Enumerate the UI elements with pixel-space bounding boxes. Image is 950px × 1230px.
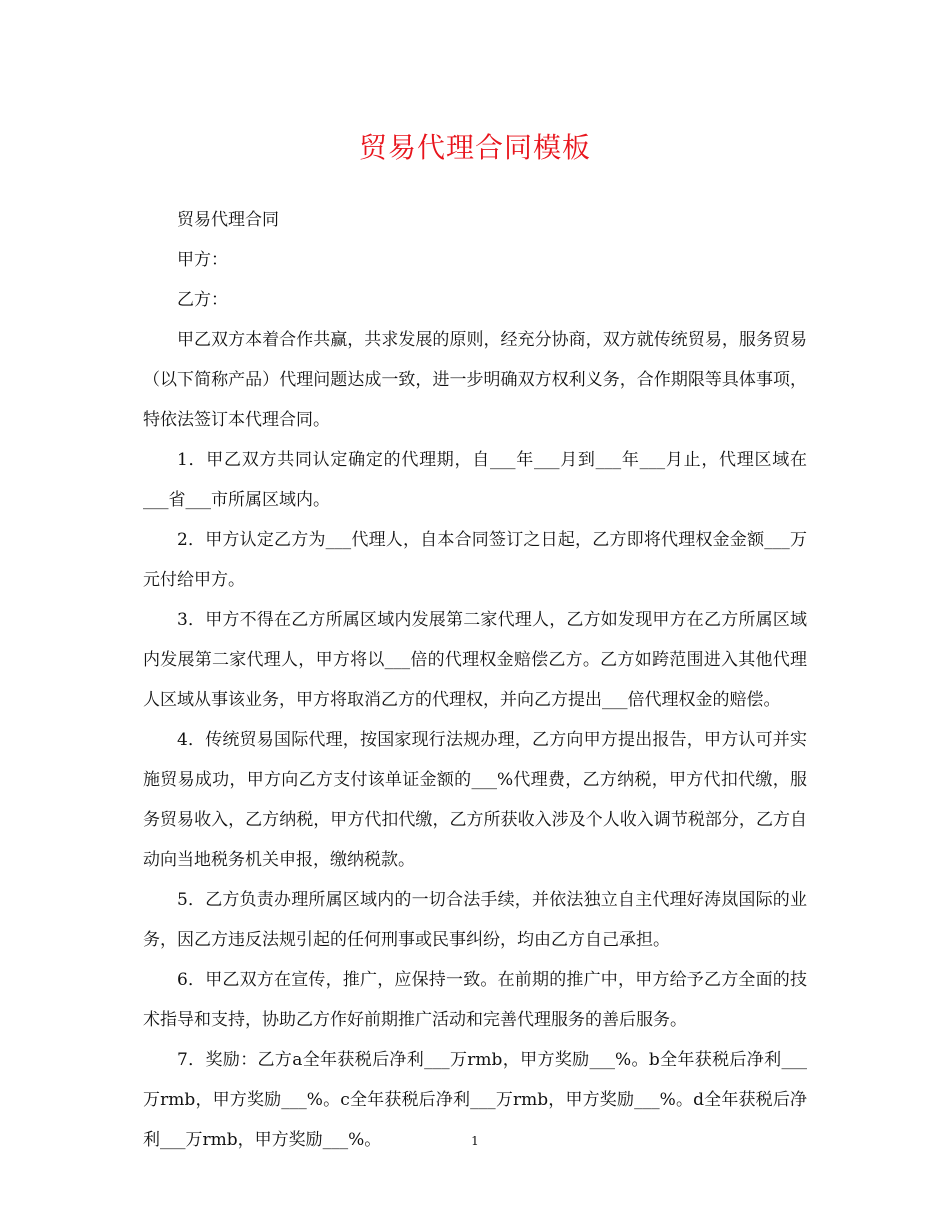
document-title: 贸易代理合同模板 [358, 131, 591, 164]
party-b-line: 乙方： [177, 290, 228, 310]
party-a-line: 甲方： [177, 250, 228, 270]
clause-1: 1．甲乙双方共同认定确定的代理期，自___年___月到___年___月止，代理区域在___省___市所属区域内。 [143, 450, 807, 510]
document-body [143, 200, 807, 1160]
page-number: 1 [471, 1134, 479, 1148]
clause-7: 7．奖励：乙方a全年获税后净利___万rmb，甲方奖励___%。b全年获税后净利___万rmb，甲方奖励___%。c全年获税后净利___万rmb，甲方奖励___%。d全年获税后净利___万rmb，甲方奖励___%。 [143, 1050, 807, 1150]
clause-6: 6．甲乙双方在宣传，推广，应保持一致。在前期的推广中，甲方给予乙方全面的技术指导和支持，协助乙方作好前期推广活动和完善代理服务的善后服务。 [143, 970, 807, 1030]
clause-3: 3．甲方不得在乙方所属区域内发展第二家代理人，乙方如发现甲方在乙方所属区域内发展第二家代理人，甲方将以___倍的代理权金赔偿乙方。乙方如跨范围进入其他代理人区域从事该业务，甲方将取消乙方的代理权，并向乙方提出___倍代理权金的赔偿。 [143, 610, 807, 710]
contract-heading: 贸易代理合同 [177, 210, 279, 230]
clause-4: 4．传统贸易国际代理，按国家现行法规办理，乙方向甲方提出报告，甲方认可并实施贸易成功，甲方向乙方支付该单证金额的___%代理费，乙方纳税，甲方代扣代缴，服务贸易收入，乙方纳税，甲方代扣代缴，乙方所获收入涉及个人收入调节税部分，乙方自动向当地税务机关申报，缴纳税款。 [143, 730, 807, 870]
clause-2: 2．甲方认定乙方为___代理人，自本合同签订之日起，乙方即将代理权金金额___万元付给甲方。 [143, 530, 807, 590]
preamble-paragraph: 甲乙双方本着合作共赢，共求发展的原则，经充分协商，双方就传统贸易，服务贸易（以下简称产品）代理问题达成一致，进一步明确双方权利义务，合作期限等具体事项，特依法签订本代理合同。 [143, 330, 807, 430]
clause-5: 5．乙方负责办理所属区域内的一切合法手续，并依法独立自主代理好涛岚国际的业务，因乙方违反法规引起的任何刑事或民事纠纷，均由乙方自己承担。 [143, 890, 807, 950]
